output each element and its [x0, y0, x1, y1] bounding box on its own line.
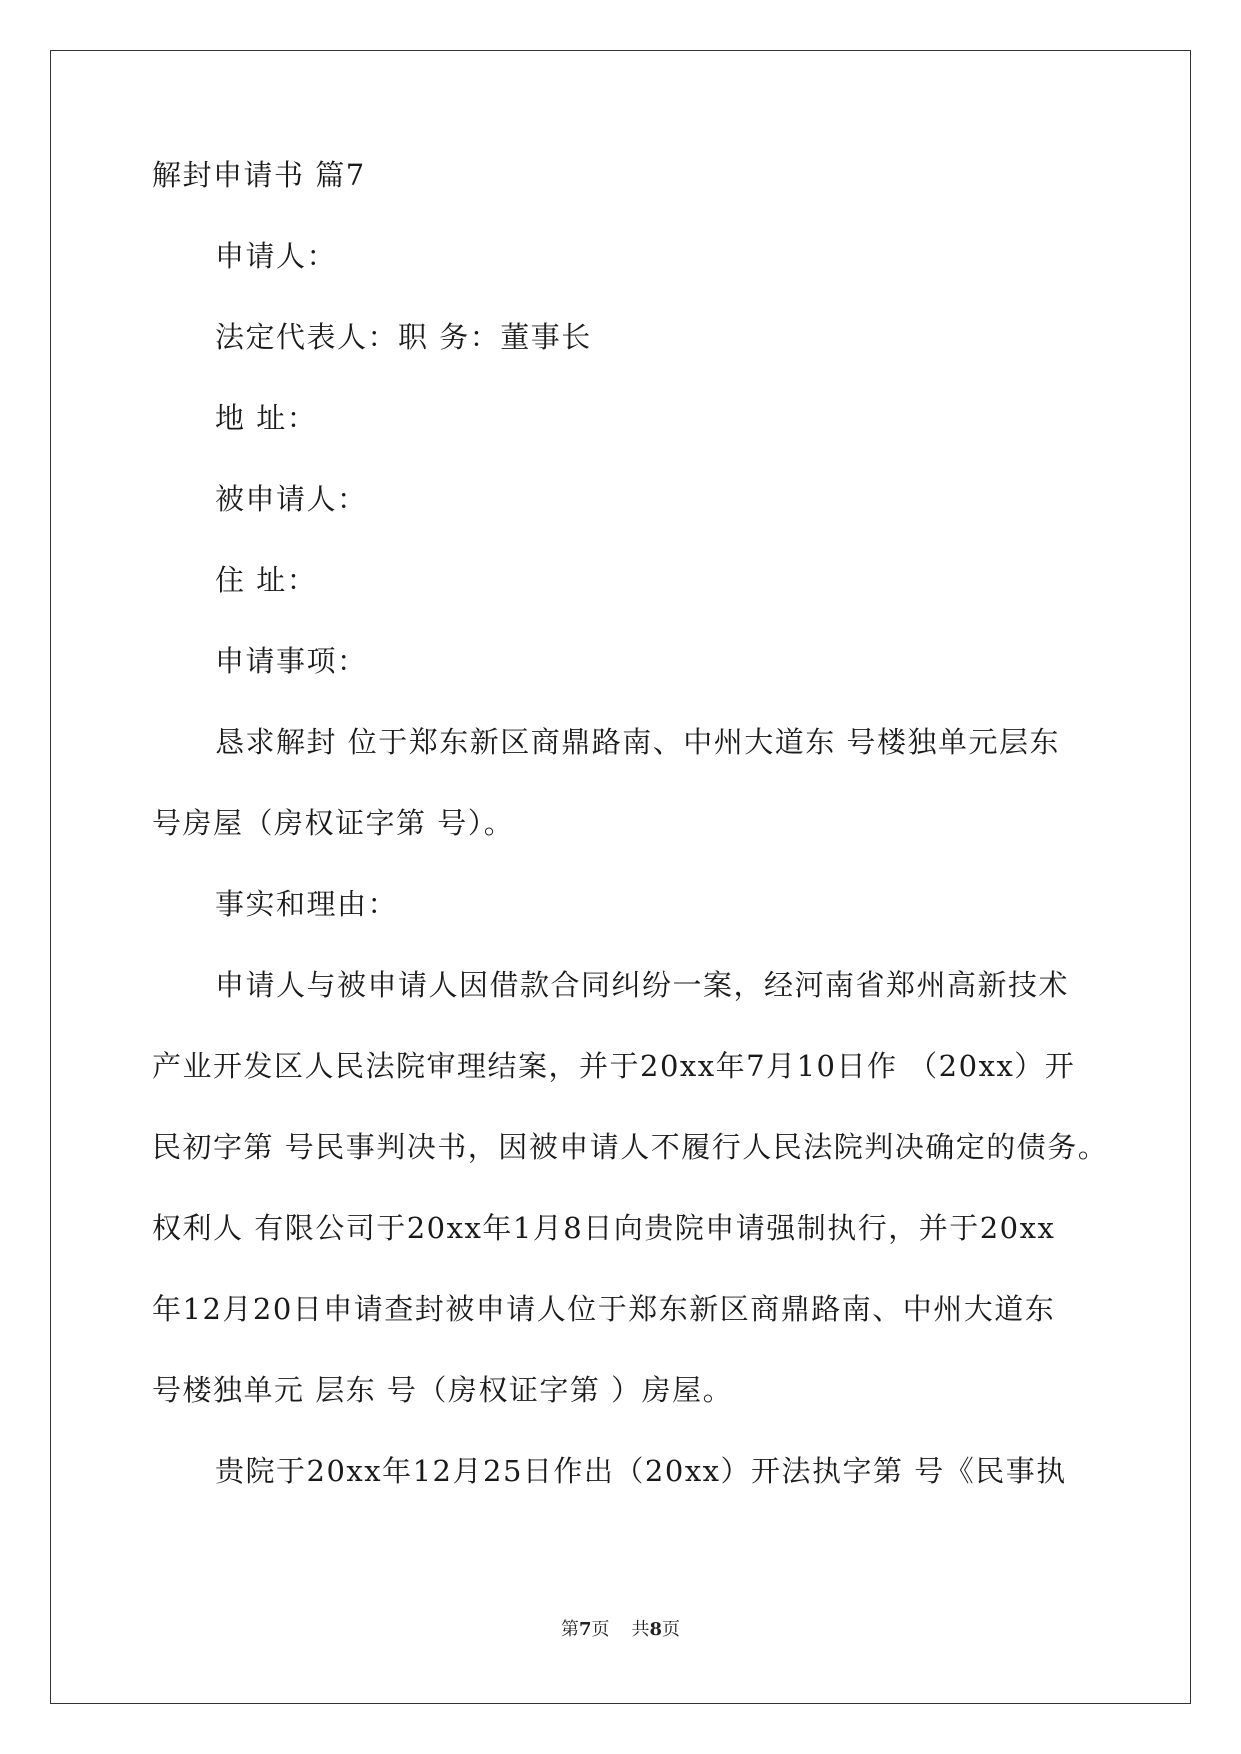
page-total: 8 [649, 1619, 663, 1640]
paragraph-line: 地 址： [215, 401, 318, 435]
page-prefix: 第 [560, 1619, 579, 1640]
paragraph-line: 贵院于20xx年12月25日作出（20xx）开法执字第 号《民事执 [215, 1454, 1067, 1488]
page-footer [0, 1618, 1241, 1642]
paragraph-line: 申请事项： [215, 644, 368, 678]
paragraph-line: 年12月20日申请查封被申请人位于郑东新区商鼎路南、中州大道东 [152, 1292, 1056, 1326]
paragraph-line: 事实和理由： [215, 887, 399, 921]
paragraph-line: 产业开发区人民法院审理结案，并于20xx年7月10日作 （20xx）开 [152, 1049, 1076, 1083]
paragraph-line: 号房屋（房权证字第 号）。 [152, 806, 515, 840]
paragraph-line: 法定代表人：职 务：董事长 [215, 320, 592, 354]
page-current: 7 [578, 1619, 592, 1640]
paragraph-line: 权利人 有限公司于20xx年1月8日向贵院申请强制执行，并于20xx [152, 1211, 1056, 1245]
paragraph-line: 被申请人： [215, 482, 368, 516]
paragraph-line: 申请人与被申请人因借款合同纠纷一案，经河南省郑州高新技术 [215, 968, 1070, 1002]
page-suffix: 页 [591, 1619, 610, 1640]
paragraph-line: 住 址： [215, 563, 318, 597]
paragraph-line: 号楼独单元 层东 号（房权证字第 ）房屋。 [152, 1373, 734, 1407]
paragraph-line: 恳求解封 位于郑东新区商鼎路南、中州大道东 号楼独单元层东 [215, 725, 1060, 759]
paragraph-line: 申请人： [215, 239, 338, 273]
total-prefix: 共 [631, 1619, 650, 1640]
total-suffix: 页 [662, 1619, 681, 1640]
document-title: 解封申请书 篇7 [152, 158, 366, 192]
paragraph-line: 民初字第 号民事判决书，因被申请人不履行人民法院判决确定的债务。 [152, 1130, 1109, 1164]
